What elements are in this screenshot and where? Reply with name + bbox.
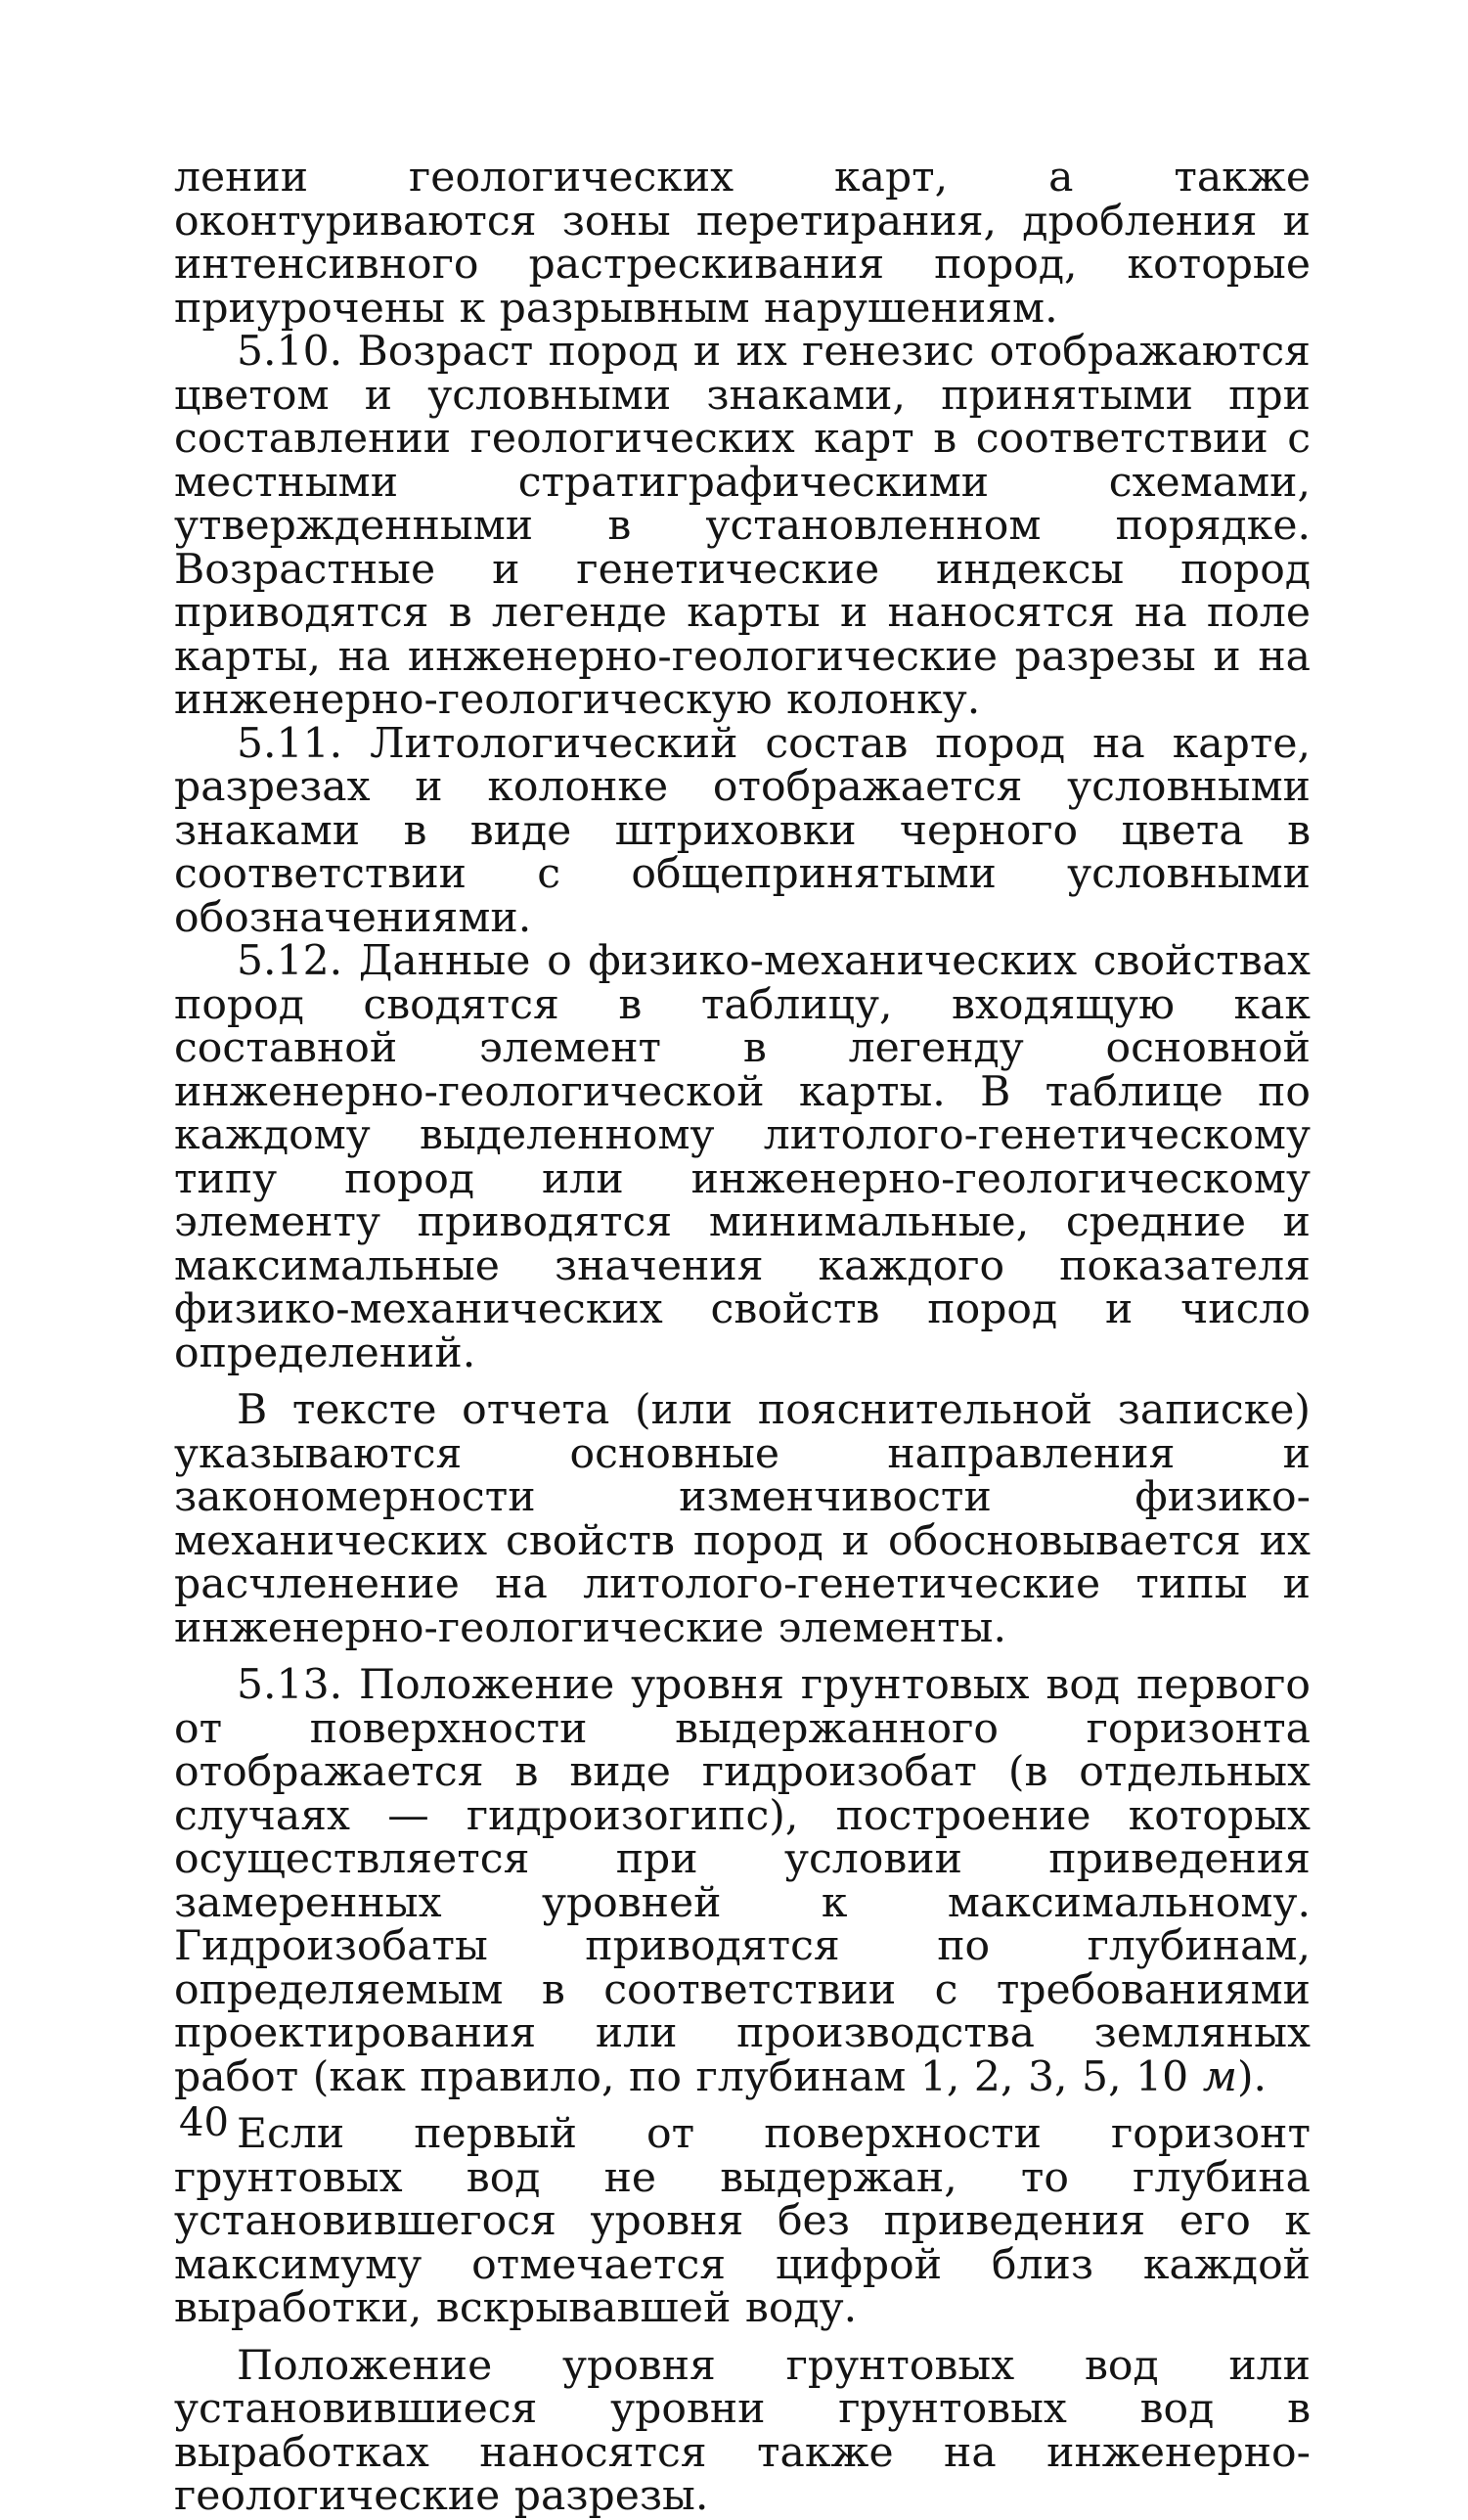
page-number: 40 [179, 2100, 229, 2145]
paragraph-5-11: 5.11. Литологический состав пород на карте, разрезах и колонке отображается условными знаками в виде штриховки черного цвета в соответствии с общепринятыми условными обозначениями. [174, 719, 1311, 942]
paragraph-continuation: лении геологических карт, а также оконтуриваются зоны перетирания, дробления и интенсивного растрескивания пород, которые приурочены к разрывным нарушениям. [174, 154, 1311, 333]
paragraph-5-10: 5.10. Возраст пород и их генезис отображаются цветом и условными знаками, принятыми при составлении геологических карт в соответствии с местными стратиграфическими схемами, утвержденными в установленном порядке. Возрастные и генетические индексы пород приводятся в легенде карты и наносятся на поле карты, на инженерно-геологические разрезы и на инженерно-геологическую колонку. [174, 328, 1311, 724]
document-page [174, 154, 1311, 2520]
paragraph-5-12: 5.12. Данные о физико-механических свойствах пород сводятся в таблицу, входящую как составной элемент в легенду основной инженерно-геологической карты. В таблице по каждому выделенному литолого-генетическому типу пород или инженерно-геологическому элементу приводятся минимальные, средние и максимальные значения каждого показателя физико-механических свойств пород и число определений. [174, 937, 1311, 1377]
paragraph-report-text: В тексте отчета (или пояснительной записке) указываются основные направления и закономерности изменчивости физико-механических свойств пород и обосновывается их расчленение на литолого-генетические типы и инженерно-геологические элементы. [174, 1386, 1311, 1652]
paragraph-5-13-main-text: 5.13. Положение уровня грунтовых вод первого от поверхности выдержанного горизонта отображается в виде гидроизобат (в отдельных случаях — гидроизогипс), построение которых осуществляется при условии приведения замеренных уровней к максимальному. Гидроизобаты приводятся по глубинам, определяемым в соответствии с требованиями проектирования или производства земляных работ (как правило, по глубинам 1, 2, 3, 5, 10 [174, 1661, 1311, 2101]
paragraph-groundwater-horizon: Если первый от поверхности горизонт грунтовых вод не выдержан, то глубина установившегося уровня без приведения его к максимуму отмечается цифрой близ каждой выработки, вскрывавшей воду. [174, 2110, 1311, 2332]
paragraph-5-13-end: ). [1236, 2052, 1268, 2101]
unit-meters: м [1202, 2052, 1237, 2101]
paragraph-5-13 [174, 1661, 1311, 2101]
paragraph-groundwater-sections: Положение уровня грунтовых вод или установившиеся уровни грунтовых вод в выработках наносятся также на инженерно-геологические разрезы. [174, 2341, 1311, 2520]
